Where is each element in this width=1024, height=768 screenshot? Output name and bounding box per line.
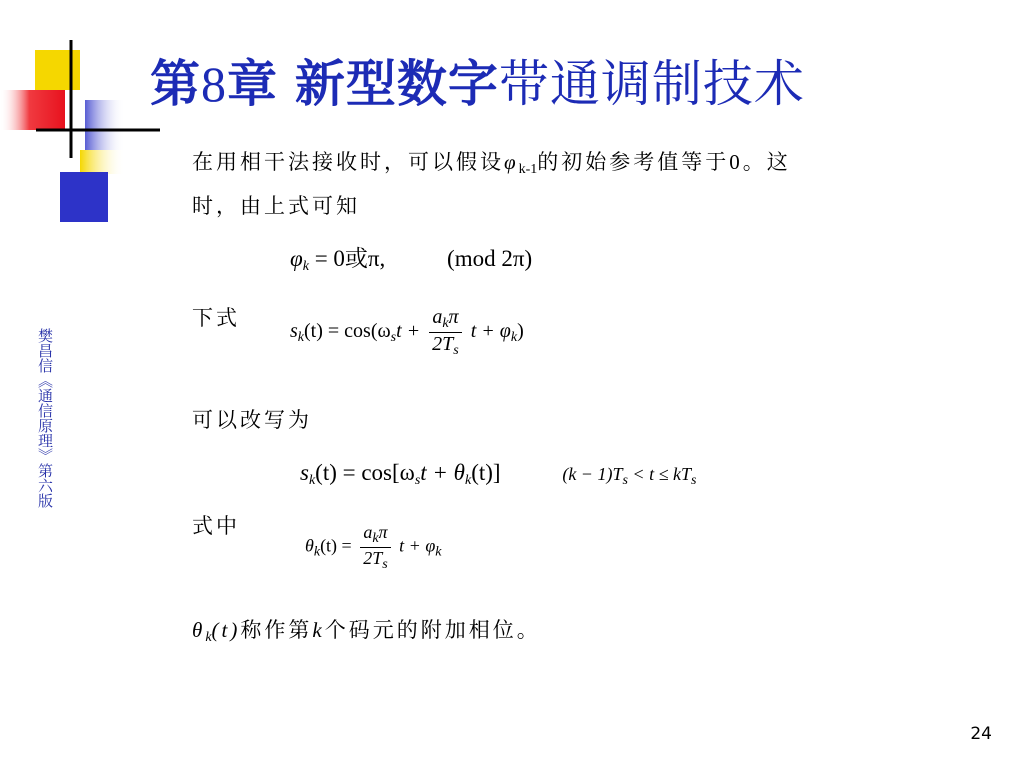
eq2-den: 2T	[432, 333, 454, 355]
eq3-cond-sub: s	[622, 473, 628, 488]
eq1-mod: (mod 2π)	[447, 246, 533, 271]
yellow-fade-bar	[80, 150, 125, 174]
eq1-lhs-sub: k	[302, 259, 309, 274]
eq2-den-sub: s	[453, 343, 459, 358]
title-chapter-end: 章	[227, 55, 278, 113]
eq2-s-sub: s	[390, 330, 397, 346]
eq4-den: 2T	[363, 548, 383, 568]
eq4-num-pi: π	[378, 522, 388, 542]
label-xiashi: 下式	[192, 306, 240, 330]
eq4-tail: t + φ	[399, 535, 436, 556]
eq2-close: )	[517, 320, 524, 343]
eq4-fraction	[360, 522, 390, 573]
title-bold-part: 新型数字	[294, 55, 499, 113]
eq2-tail: t + φ	[470, 320, 511, 343]
last-t: (t)	[211, 618, 241, 642]
blue-square	[60, 172, 108, 222]
eq2-s: s	[290, 320, 298, 343]
eq2-num-a: a	[432, 306, 443, 328]
zero-value: 0	[729, 150, 743, 174]
eq4-num-k: k	[372, 531, 379, 546]
page-number: 24	[970, 724, 992, 744]
equation-sk-cos	[290, 306, 524, 359]
eq3-cond: (k − 1)T	[562, 464, 623, 484]
eq4-tail-sub: k	[435, 544, 442, 560]
eq1-lhs: φ	[290, 246, 303, 271]
last-text-b: 个码元的附加相位。	[324, 618, 541, 642]
eq3-s: s	[300, 460, 309, 485]
paragraph-line-1	[192, 146, 791, 178]
eq4-num-a: a	[363, 522, 373, 542]
blue-fade-bar	[85, 100, 125, 150]
eq3-s-sub: s	[414, 473, 421, 488]
equation-phi-k	[290, 240, 532, 275]
eq1-rhs: = 0或π,	[314, 246, 386, 271]
paragraph-line-2: 时，由上式可知	[192, 194, 360, 218]
title-chapter-number: 8	[201, 56, 227, 112]
phi-symbol: φ	[504, 150, 519, 174]
label-gaixie: 可以改写为	[192, 408, 312, 432]
paragraph-theta-definition	[192, 614, 541, 646]
eq2-middle: (t) = cos(ω	[304, 320, 391, 343]
eq2-num-pi: π	[448, 306, 459, 328]
title-chapter: 第	[150, 55, 201, 113]
eq3-t-plus: t + θ	[420, 460, 465, 485]
sidebar-book-reference: 樊昌信《通信原理》第六版	[36, 328, 54, 508]
corner-decoration	[0, 0, 160, 230]
para1-text-a: 在用相干法接收时，可以假设	[192, 150, 504, 174]
last-text-a: 称作第	[240, 618, 313, 642]
eq4-den-sub: s	[382, 557, 388, 572]
para1-text-b: 的初始参考值等于	[537, 150, 730, 174]
equation-sk-theta	[300, 460, 696, 489]
eq2-fraction	[429, 306, 462, 359]
title-normal-part: 带通调制技术	[498, 55, 805, 113]
label-shizhong: 式中	[192, 514, 240, 538]
eq4-theta: θ	[305, 535, 314, 556]
para1-text-c: 。这	[742, 150, 791, 174]
eq2-t-plus: t +	[396, 320, 421, 343]
last-k: k	[312, 618, 325, 642]
last-theta: θ	[192, 618, 206, 642]
eq3-close: (t)]	[471, 460, 501, 485]
eq3-theta-sub: k	[464, 473, 472, 488]
eq3-middle: (t) = cos[ω	[315, 460, 415, 485]
slide-title	[150, 44, 805, 116]
red-bar	[0, 90, 65, 130]
last-theta-sub: k	[205, 630, 212, 645]
eq2-num-k: k	[442, 316, 449, 331]
eq4-lhs: (t) =	[320, 535, 352, 556]
yellow-square	[35, 50, 80, 90]
eq3-cond-mid: < t ≤ kT	[632, 464, 691, 484]
equation-theta-k	[305, 522, 442, 573]
eq3-condition	[562, 464, 697, 488]
phi-subscript: k-1	[518, 162, 538, 177]
eq3-cond-sub2: s	[690, 473, 697, 488]
eq2-k: k	[297, 330, 305, 346]
eq4-k: k	[313, 544, 321, 560]
eq2-tail-sub: k	[510, 330, 518, 346]
eq3-k: k	[308, 473, 316, 488]
